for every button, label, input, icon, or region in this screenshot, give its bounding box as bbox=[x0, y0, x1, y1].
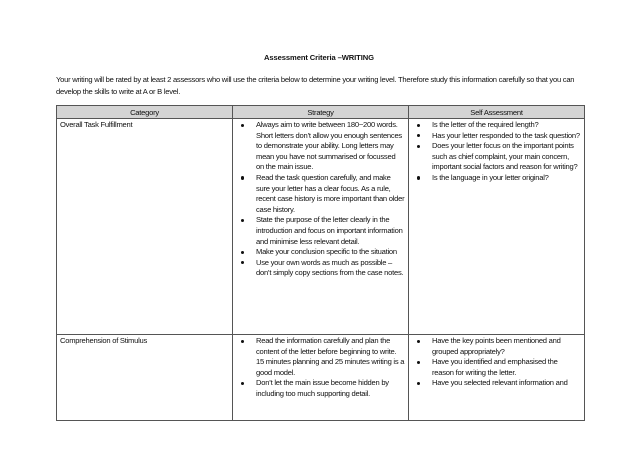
list-item-text: Have you selected relevant information and bbox=[432, 378, 568, 388]
list-item bbox=[236, 336, 405, 378]
table-header-row bbox=[57, 106, 585, 119]
list-item bbox=[412, 336, 581, 357]
bullet-icon bbox=[241, 382, 244, 385]
header-self-assessment: Self Assessment bbox=[409, 106, 585, 119]
list-item-text: Has your letter responded to the task question? bbox=[432, 130, 580, 140]
bullet-icon bbox=[241, 251, 244, 254]
self-assessment-cell bbox=[409, 335, 585, 421]
list-item-text: Have the key points been mentioned and grouped appropriately? bbox=[432, 336, 561, 356]
list-item-text: Read the task question carefully, and make sure your letter has a clear focus. As a rule, recent case history is more important than older case history. bbox=[256, 172, 405, 214]
list-item-text: Don’t let the main issue become hidden by including too much supporting detail. bbox=[256, 378, 389, 398]
bullet-icon bbox=[417, 124, 420, 127]
header-strategy: Strategy bbox=[233, 106, 409, 119]
strategy-list bbox=[236, 120, 405, 279]
bullet-icon bbox=[417, 340, 420, 343]
bullet-icon bbox=[241, 124, 244, 127]
list-item bbox=[412, 357, 581, 378]
list-item bbox=[236, 173, 405, 215]
header-category: Category bbox=[57, 106, 233, 119]
strategy-cell bbox=[233, 119, 409, 335]
list-item-text: Does your letter focus on the important points such as chief complaint, your main concern, important social factors and reason for writing? bbox=[432, 141, 578, 172]
criteria-table bbox=[56, 105, 585, 421]
list-item bbox=[412, 120, 581, 131]
intro-paragraph: Your writing will be rated by at least 2 assessors who will use the criteria below to determine your writing level. Therefore study this information carefully so that you can develop the skills to write at A or B level. bbox=[56, 75, 575, 97]
list-item-text: Use your own words as much as possible – don’t simply copy sections from the case notes. bbox=[256, 257, 404, 278]
strategy-cell bbox=[233, 335, 409, 421]
bullet-icon bbox=[241, 261, 244, 264]
strategy-list bbox=[236, 336, 405, 400]
list-item-text: Is the language in your letter original? bbox=[432, 172, 549, 182]
list-item-text: State the purpose of the letter clearly in the introduction and focus on important information and minimise less relevant detail. bbox=[256, 215, 403, 246]
bullet-icon bbox=[417, 382, 420, 385]
list-item-text: Is the letter of the required length? bbox=[432, 120, 539, 129]
list-item-text: Make your conclusion specific to the situation bbox=[256, 247, 397, 257]
bullet-icon bbox=[241, 176, 244, 179]
bullet-icon bbox=[241, 340, 244, 343]
list-item bbox=[412, 378, 581, 389]
self-assessment-list bbox=[412, 120, 581, 184]
table-row bbox=[57, 335, 585, 421]
bullet-icon bbox=[417, 176, 420, 179]
table-row bbox=[57, 119, 585, 335]
bullet-icon bbox=[417, 145, 420, 148]
bullet-icon bbox=[241, 219, 244, 222]
list-item bbox=[412, 131, 581, 142]
bullet-icon bbox=[417, 134, 420, 137]
bullet-icon bbox=[417, 361, 420, 364]
list-item bbox=[236, 378, 405, 399]
list-item bbox=[236, 258, 405, 279]
list-item-text: Read the information carefully and plan the content of the letter before beginning to write. 15 minutes planning and 25 minutes writing is a good model. bbox=[256, 336, 405, 377]
list-item-text: Always aim to write between 180~200 words. Short letters don’t allow you enough sentences to demonstrate your ability. Long letters may mean you have not summarised or focussed on the main issue. bbox=[256, 120, 402, 172]
list-item bbox=[412, 141, 581, 173]
list-item bbox=[412, 173, 581, 184]
self-assessment-list bbox=[412, 336, 581, 389]
category-cell: Comprehension of Stimulus bbox=[57, 335, 233, 421]
list-item bbox=[236, 215, 405, 247]
list-item bbox=[236, 247, 405, 258]
list-item-text: Have you identified and emphasised the reason for writing the letter. bbox=[432, 357, 558, 377]
page-title: Assessment Criteria –WRITING bbox=[264, 53, 374, 62]
list-item bbox=[236, 120, 405, 173]
category-cell: Overall Task Fulfillment bbox=[57, 119, 233, 335]
self-assessment-cell bbox=[409, 119, 585, 335]
